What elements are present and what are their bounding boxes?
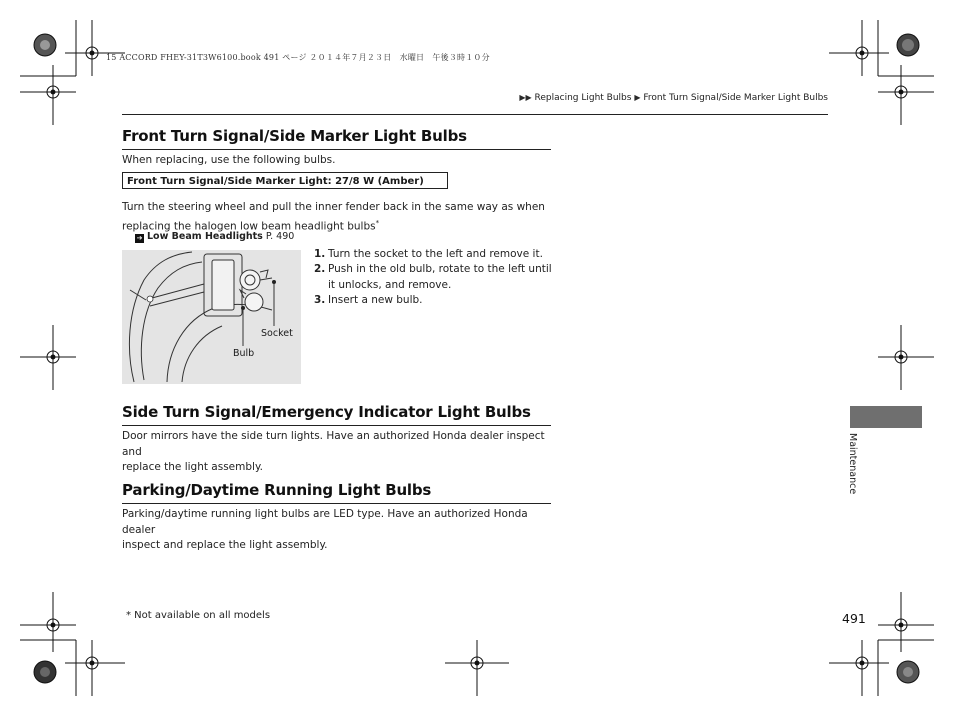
parking-paragraph-line2: inspect and replace the light assembly. — [122, 539, 328, 551]
breadcrumb-parent[interactable]: Replacing Light Bulbs — [534, 93, 632, 103]
side-paragraph-line2: replace the light assembly. — [122, 461, 264, 473]
step-text: Insert a new bulb. — [328, 293, 423, 306]
breadcrumb-arrow-icon: ▶▶ — [519, 93, 532, 102]
front-section-rule — [122, 149, 551, 150]
page-number: 491 — [842, 611, 866, 626]
step-text: Turn the socket to the left and remove it. — [328, 248, 543, 260]
chapter-label: Maintenance — [847, 433, 858, 495]
front-section-title: Front Turn Signal/Side Marker Light Bulbs — [122, 127, 467, 145]
parking-paragraph-line1: Parking/daytime running light bulbs are LED type. Have an authorized Honda dealer — [122, 508, 528, 536]
front-section-paragraph — [122, 200, 552, 235]
step-text: Push in the old bulb, rotate to the left until it unlocks, and remove. — [328, 263, 552, 291]
breadcrumb-current: Front Turn Signal/Side Marker Light Bulbs — [643, 93, 828, 103]
reference-arrow-icon: ➔ — [136, 234, 143, 242]
front-paragraph-line1: Turn the steering wheel and pull the inner fender back in the same way as when — [122, 201, 545, 213]
bulb-illustration — [122, 250, 301, 384]
replacement-steps — [314, 247, 554, 308]
step-2 — [314, 262, 554, 293]
side-paragraph-line1: Door mirrors have the side turn lights. Have an authorized Honda dealer inspect and — [122, 430, 545, 458]
bulb-spec-box — [122, 172, 448, 189]
header-rule — [122, 114, 828, 115]
parking-section-title: Parking/Daytime Running Light Bulbs — [122, 481, 432, 499]
step-number: 2. — [314, 263, 326, 276]
step-1 — [314, 247, 554, 262]
chapter-tab[interactable] — [850, 406, 922, 428]
reference-link[interactable]: Low Beam Headlights — [147, 231, 263, 242]
side-section-title: Side Turn Signal/Emergency Indicator Light Bulbs — [122, 403, 531, 421]
bulb-spec-text: Front Turn Signal/Side Marker Light: 27/8 W (Amber) — [127, 176, 424, 187]
front-section-intro: When replacing, use the following bulbs. — [122, 154, 336, 166]
parking-section-paragraph — [122, 507, 562, 554]
print-info: 15 ACCORD FHEY-31T3W6100.book 491 ページ ２０１４年７月２３日 水曜日 午後３時１０分 — [106, 53, 490, 62]
parking-section-rule — [122, 503, 551, 504]
step-number: 1. — [314, 248, 326, 260]
front-paragraph-line2: replacing the halogen low beam headlight bulbs* — [122, 218, 380, 232]
step-3 — [314, 293, 554, 308]
fender-drawing — [122, 250, 301, 384]
footnote: * Not available on all models — [126, 610, 271, 621]
breadcrumb — [519, 93, 828, 103]
breadcrumb-separator-icon: ▶ — [634, 93, 641, 102]
side-section-paragraph — [122, 429, 562, 476]
socket-label: Socket — [261, 328, 293, 339]
side-section-rule — [122, 425, 551, 426]
footnote-marker: * — [375, 218, 380, 227]
reference-page: P. 490 — [265, 231, 295, 242]
step-number: 3. — [314, 293, 326, 306]
bulb-label: Bulb — [233, 348, 255, 359]
cross-reference[interactable] — [135, 231, 294, 243]
